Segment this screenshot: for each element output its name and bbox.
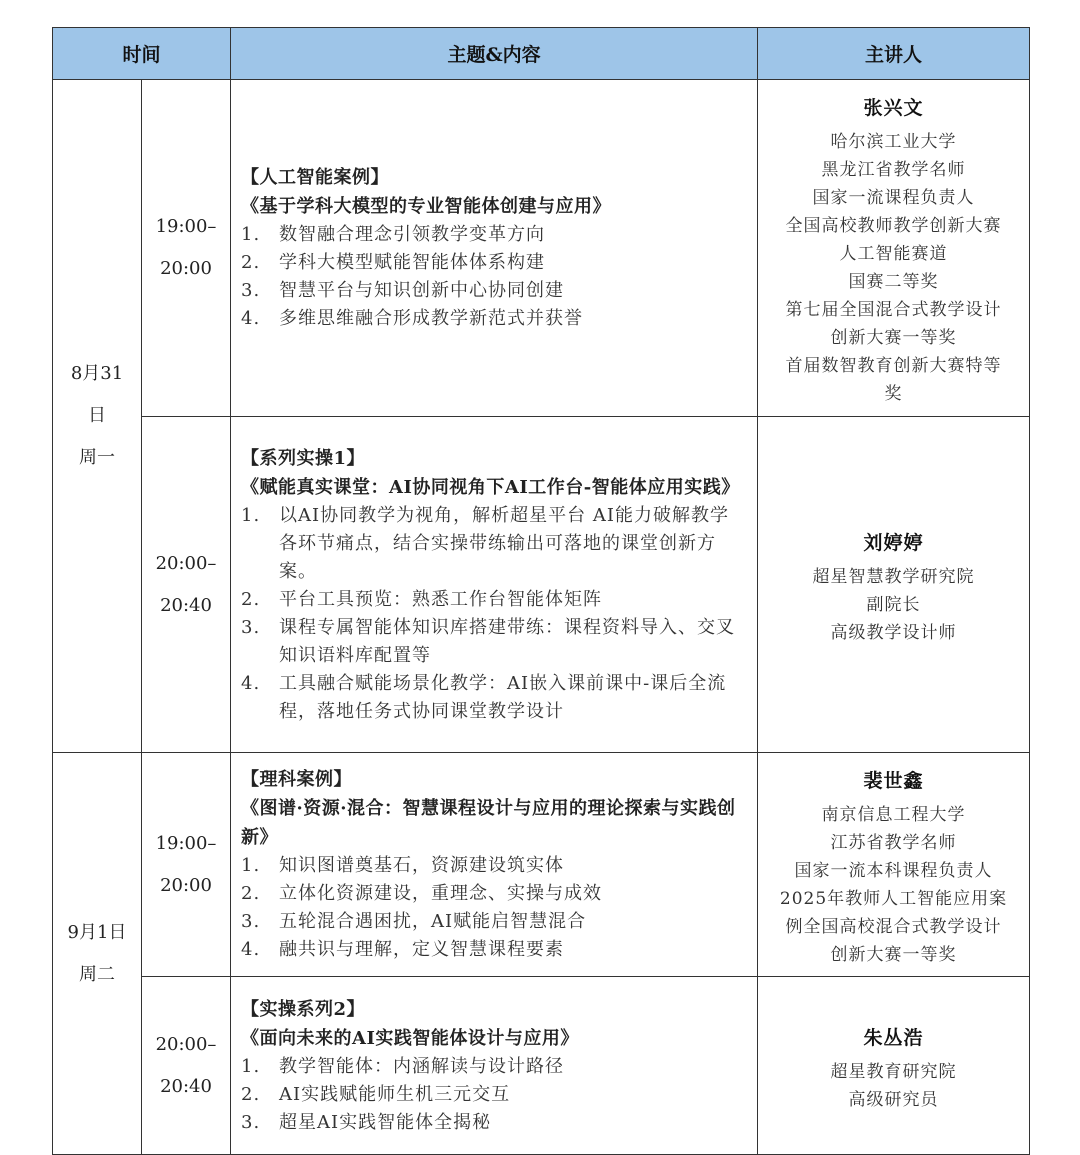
- weekday-text: 周二: [79, 963, 115, 985]
- session-row: [53, 80, 1030, 417]
- item-text: 五轮混合遇困扰，AI赋能启智慧混合: [279, 911, 587, 932]
- header-speaker: 主讲人: [758, 28, 1030, 80]
- time-start: 19:00–: [155, 216, 217, 237]
- item-number: 2.: [241, 588, 261, 610]
- header-time: 时间: [53, 28, 231, 80]
- date-text: 日: [88, 405, 106, 426]
- list-item: [241, 852, 747, 880]
- item-number: 2.: [241, 252, 261, 273]
- time-end: 20:00: [160, 258, 212, 279]
- header-topic: 主题&内容: [231, 28, 758, 80]
- item-text: 多维思维融合形成教学新范式并获誉: [279, 308, 584, 329]
- weekday-text: 周一: [79, 447, 115, 468]
- speaker-credential: 国赛二等奖: [848, 272, 939, 292]
- speaker-credential: 创新大赛一等奖: [830, 328, 957, 348]
- time-start: 20:00–: [155, 552, 217, 574]
- session-tag: 【人工智能案例】: [241, 167, 390, 188]
- list-item: [241, 1053, 747, 1081]
- speaker-cell: [758, 753, 1030, 977]
- list-item: [241, 305, 747, 333]
- speaker-name: 张兴文: [863, 97, 924, 119]
- speaker-credential: 哈尔滨工业大学: [830, 132, 957, 152]
- item-text: 智慧平台与知识创新中心协同创建: [279, 280, 565, 301]
- list-item: [241, 221, 747, 249]
- topic-list: [241, 221, 747, 333]
- session-title: 《图谱·资源·混合：智慧课程设计与应用的理论探索与实践创新》: [241, 798, 736, 848]
- item-number: 4.: [241, 308, 261, 329]
- date-text: 8月31: [70, 363, 124, 384]
- item-text: 教学智能体：内涵解读与设计路径: [279, 1055, 565, 1077]
- list-item: [241, 936, 747, 964]
- session-row: [53, 417, 1030, 753]
- list-item: [241, 502, 747, 586]
- topic-cell: [231, 417, 758, 753]
- item-text: 以AI协同教学为视角，解析超星平台 AI能力破解教学各环节痛点，结合实操带练输出可落地的课堂创新方案。: [279, 504, 729, 582]
- date-cell: [53, 80, 142, 753]
- time-cell: [142, 417, 231, 753]
- item-number: 3.: [241, 1111, 261, 1133]
- list-item: [241, 277, 747, 305]
- topic-cell: [231, 80, 758, 417]
- item-number: 3.: [241, 616, 261, 638]
- time-cell: [142, 977, 231, 1155]
- speaker-credential: 人工智能赛道: [839, 244, 948, 264]
- session-row: [53, 753, 1030, 977]
- speaker-credential: 超星智慧教学研究院: [812, 566, 975, 587]
- list-item: [241, 1109, 747, 1137]
- list-item: [241, 880, 747, 908]
- session-title: 《面向未来的AI实践智能体设计与应用》: [241, 1027, 579, 1049]
- time-end: 20:40: [160, 1075, 212, 1097]
- item-text: AI实践赋能师生机三元交互: [279, 1083, 511, 1105]
- speaker-credential: 江苏省教学名师: [830, 832, 957, 853]
- time-cell: [142, 753, 231, 977]
- speaker-cell: [758, 977, 1030, 1155]
- speaker-credential: 黑龙江省教学名师: [821, 160, 966, 180]
- speaker-cell: [758, 80, 1030, 417]
- item-text: 课程专属智能体知识库搭建带练：课程资料导入、交叉知识语料库配置等: [279, 616, 736, 666]
- item-number: 2.: [241, 883, 261, 904]
- list-item: [241, 908, 747, 936]
- speaker-credential: 高级教学设计师: [830, 622, 957, 643]
- speaker-credential: 创新大赛一等奖: [830, 944, 957, 965]
- topic-list: [241, 852, 747, 964]
- speaker-credential: 高级研究员: [848, 1089, 939, 1110]
- session-tag: 【理科案例】: [241, 769, 353, 790]
- item-text: 立体化资源建设，重理念、实操与成效: [279, 883, 603, 904]
- speaker-credential: 2025年教师人工智能应用案: [779, 888, 1008, 909]
- speaker-credential: 副院长: [866, 594, 921, 615]
- list-item: [241, 249, 747, 277]
- time-end: 20:00: [160, 874, 212, 896]
- item-text: 学科大模型赋能智能体体系构建: [279, 252, 546, 273]
- speaker-name: 裴世鑫: [863, 769, 924, 792]
- item-text: 平台工具预览：熟悉工作台智能体矩阵: [279, 588, 603, 610]
- speaker-credential: 首届数智教育创新大赛特等: [785, 356, 1002, 376]
- time-start: 20:00–: [155, 1033, 217, 1055]
- session-title: 《赋能真实课堂：AI协同视角下AI工作台-智能体应用实践》: [241, 476, 740, 498]
- topic-list: [241, 502, 747, 726]
- speaker-name: 朱丛浩: [863, 1026, 924, 1049]
- speaker-credential: 全国高校教师教学创新大赛: [785, 216, 1002, 236]
- item-text: 超星AI实践智能体全揭秘: [279, 1111, 492, 1133]
- item-number: 1.: [241, 1055, 261, 1077]
- item-number: 2.: [241, 1083, 261, 1105]
- schedule-table: [52, 27, 1030, 1155]
- session-tag: 【系列实操1】: [241, 447, 366, 469]
- list-item: [241, 586, 747, 614]
- speaker-credential: 奖: [884, 384, 903, 404]
- item-text: 数智融合理念引领教学变革方向: [279, 224, 546, 245]
- item-text: 知识图谱奠基石，资源建设筑实体: [279, 855, 565, 876]
- speaker-credential: 例全国高校混合式教学设计: [785, 916, 1002, 937]
- list-item: [241, 1081, 747, 1109]
- header-row: [53, 28, 1030, 80]
- item-text: 融共识与理解，定义智慧课程要素: [279, 939, 565, 960]
- time-start: 19:00–: [155, 832, 217, 854]
- speaker-credential: 超星教育研究院: [830, 1061, 957, 1082]
- time-cell: [142, 80, 231, 417]
- list-item: [241, 670, 747, 726]
- list-item: [241, 614, 747, 670]
- item-number: 1.: [241, 855, 261, 876]
- topic-list: [241, 1053, 747, 1137]
- topic-cell: [231, 753, 758, 977]
- session-title: 《基于学科大模型的专业智能体创建与应用》: [241, 196, 612, 217]
- session-row: [53, 977, 1030, 1155]
- speaker-name: 刘婷婷: [863, 531, 924, 554]
- item-number: 4.: [241, 939, 261, 960]
- date-text: 9月1日: [67, 921, 127, 943]
- speaker-credential: 国家一流课程负责人: [812, 188, 975, 208]
- speaker-credential: 南京信息工程大学: [821, 804, 966, 825]
- item-text: 工具融合赋能场景化教学：AI嵌入课前课中-课后全流程，落地任务式协同课堂教学设计: [279, 672, 727, 722]
- session-tag: 【实操系列2】: [241, 998, 366, 1020]
- time-end: 20:40: [160, 594, 212, 616]
- item-number: 1.: [241, 224, 261, 245]
- speaker-cell: [758, 417, 1030, 753]
- item-number: 4.: [241, 672, 261, 694]
- item-number: 1.: [241, 504, 261, 526]
- date-cell: [53, 753, 142, 1155]
- item-number: 3.: [241, 911, 261, 932]
- item-number: 3.: [241, 280, 261, 301]
- speaker-credential: 第七届全国混合式教学设计: [785, 300, 1002, 320]
- speaker-credential: 国家一流本科课程负责人: [794, 860, 993, 881]
- topic-cell: [231, 977, 758, 1155]
